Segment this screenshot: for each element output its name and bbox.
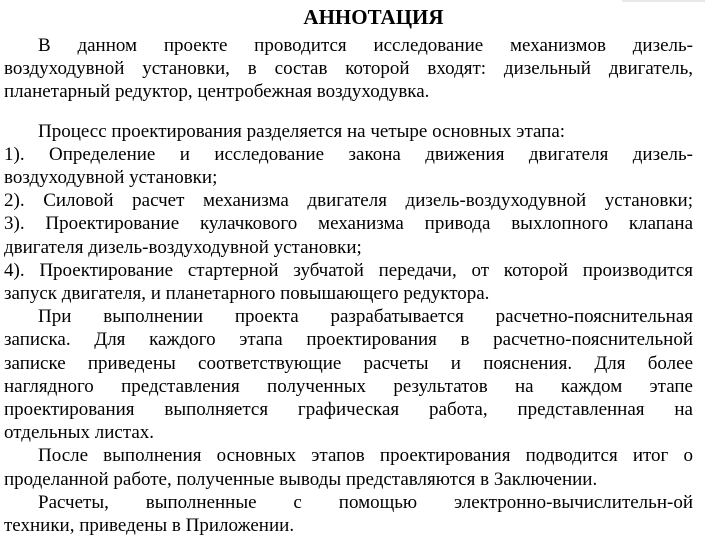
text-line: двигателя дизель-воздуходувной установки; [4, 236, 362, 258]
text-line: 1). Определение и исследование закона движения двигателя дизель- [4, 143, 693, 165]
text-line: наглядного представления полученных результатов на каждом этапе [4, 375, 693, 397]
text-line: запуск двигателя, и планетарного повышающего редуктора. [4, 283, 490, 305]
text-line: проектирования выполняется графическая работа, представленная на [4, 399, 693, 421]
list-item-stage-1 [4, 143, 693, 189]
document-title: АННОТАЦИЯ [303, 5, 444, 29]
text-line: После выполнения основных этапов проектирования подводится итог о [38, 445, 693, 467]
text-line: В данном проекте проводится исследование механизмов дизель- [38, 35, 693, 56]
paragraph-explanatory-note [4, 305, 693, 444]
text-line: планетарный редуктор, центробежная воздуходувка. [4, 81, 430, 103]
text-line: проделанной работе, полученные выводы представляются в Заключении. [4, 468, 598, 490]
text-line: 3). Проектирование кулачкового механизма привода выхлопного клапана [4, 213, 693, 235]
text-line: записке приведены соответствующие расчеты и пояснения. Для более [4, 352, 693, 374]
text-line: Расчеты, выполненные с помощью электронно-вычислительн-ой [38, 491, 693, 513]
text-line: воздуходувной установки, в состав которой входят: дизельный двигатель, [4, 58, 693, 80]
paragraph-intro [4, 34, 693, 104]
text-line: воздуходувной установки; [4, 167, 218, 189]
text-line: 4). Проектирование стартерной зубчатой передачи, от которой производится [4, 259, 693, 281]
paragraph-conclusion [4, 444, 693, 490]
text-line: Процесс проектирования разделяется на четыре основных этапа: [38, 120, 566, 142]
text-line: техники, приведены в Приложении. [4, 515, 295, 537]
text-line: 2). Силовой расчет механизма двигателя дизель-воздуходувной установки; [4, 190, 693, 212]
list-item-stage-4 [4, 259, 693, 305]
text-line: отдельных листах. [4, 422, 155, 444]
text-line: записка. Для каждого этапа проектирования в расчетно-пояснительной [4, 329, 693, 351]
paragraph-appendix [4, 491, 693, 537]
paragraph-stages-intro [4, 120, 693, 143]
text-line: При выполнении проекта разрабатывается расчетно-пояснительная [38, 306, 693, 328]
scan-artifact [622, 0, 705, 2]
blank-line [4, 104, 693, 120]
list-item-stage-3 [4, 212, 693, 258]
list-item-stage-2 [4, 189, 693, 212]
